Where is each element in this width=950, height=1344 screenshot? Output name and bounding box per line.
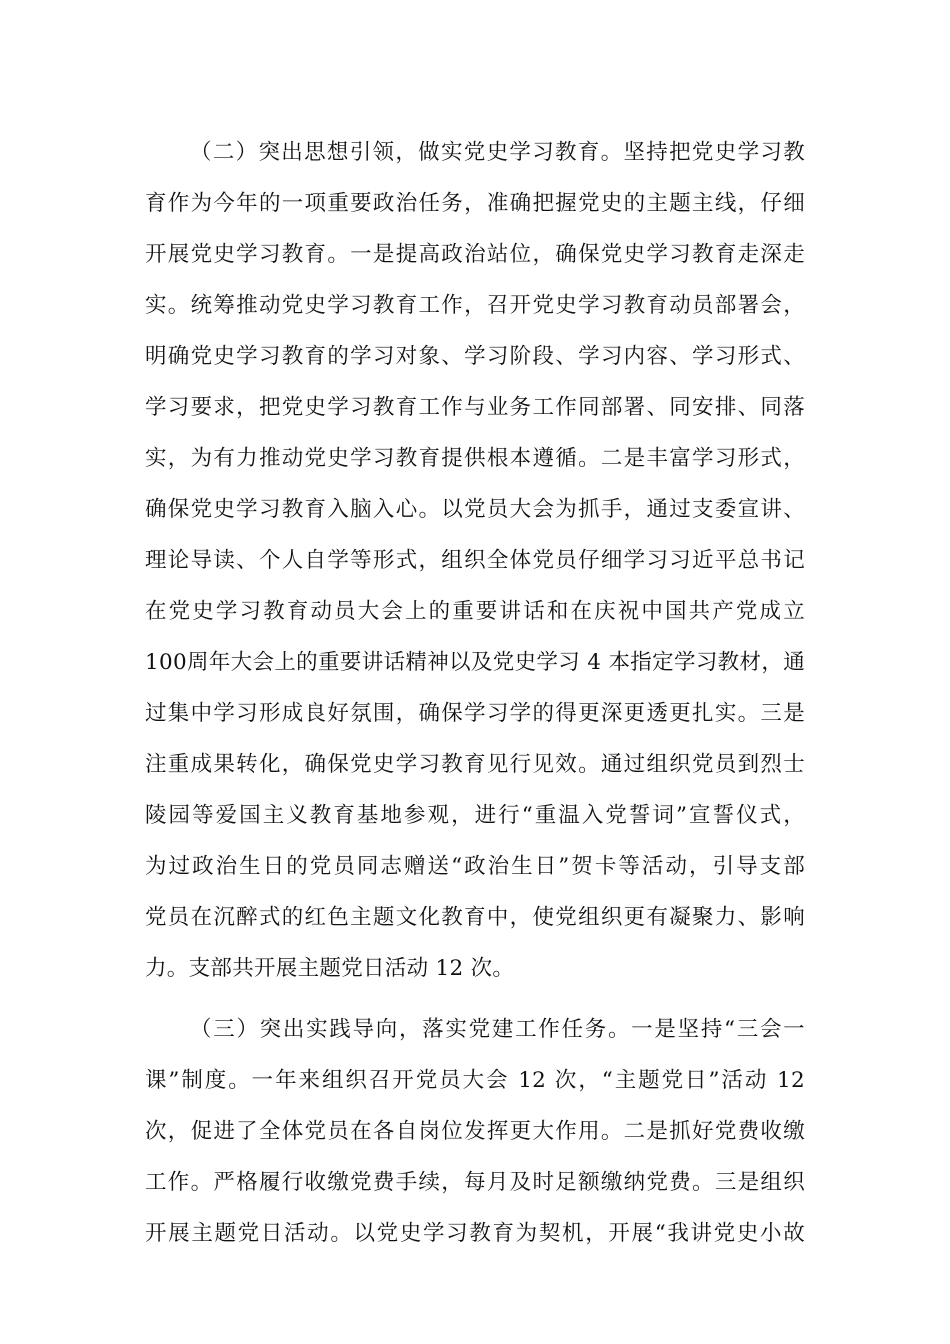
text-line: 理论导读、个人自学等形式，组织全体党员仔细学习习近平总书记 bbox=[145, 548, 805, 573]
text-line: 党员在沉醉式的红色主题文化教育中，使党组织更有凝聚力、影响 bbox=[145, 905, 805, 930]
text-line: 课”制度。一年来组织召开党员大会 12 次，“主题党日”活动 12 bbox=[145, 1068, 805, 1093]
text-line: 为过政治生日的党员同志赠送“政治生日”贺卡等活动，引导支部 bbox=[145, 854, 805, 879]
text-line: 育作为今年的一项重要政治任务，准确把握党史的主题主线，仔细 bbox=[145, 191, 805, 216]
text-line: 注重成果转化，确保党史学习教育见行见效。通过组织党员到烈士 bbox=[145, 752, 805, 777]
text-line: （二）突出思想引领，做实党史学习教育。坚持把党史学习教 bbox=[190, 140, 805, 165]
text-line: 实。统筹推动党史学习教育工作，召开党史学习教育动员部署会， bbox=[145, 293, 805, 318]
text-line: 明确党史学习教育的学习对象、学习阶段、学习内容、学习形式、 bbox=[145, 344, 805, 369]
text-line: 工作。严格履行收缴党费手续，每月及时足额缴纳党费。三是组织 bbox=[145, 1170, 805, 1195]
text-line: 在党史学习教育动员大会上的重要讲话和在庆祝中国共产党成立 bbox=[145, 599, 805, 624]
text-line: 陵园等爱国主义教育基地参观，进行“重温入党誓词”宣誓仪式， bbox=[145, 803, 805, 828]
text-line: 开展主题党日活动。以党史学习教育为契机，开展“我讲党史小故 bbox=[145, 1221, 805, 1246]
text-line: （三）突出实践导向，落实党建工作任务。一是坚持“三会一 bbox=[190, 1017, 805, 1042]
text-line: 次，促进了全体党员在各自岗位发挥更大作用。二是抓好党费收缴 bbox=[145, 1119, 805, 1144]
text-line: 确保党史学习教育入脑入心。以党员大会为抓手，通过支委宣讲、 bbox=[145, 497, 805, 522]
text-line: 力。支部共开展主题党日活动 12 次。 bbox=[145, 956, 515, 981]
text-line: 开展党史学习教育。一是提高政治站位，确保党史学习教育走深走 bbox=[145, 242, 805, 267]
text-line: 100周年大会上的重要讲话精神以及党史学习 4 本指定学习教材，通 bbox=[145, 650, 805, 675]
text-line: 学习要求，把党史学习教育工作与业务工作同部署、同安排、同落 bbox=[145, 395, 805, 420]
text-line: 过集中学习形成良好氛围，确保学习学的得更深更透更扎实。三是 bbox=[145, 701, 805, 726]
text-line: 实，为有力推动党史学习教育提供根本遵循。二是丰富学习形式， bbox=[145, 446, 805, 471]
